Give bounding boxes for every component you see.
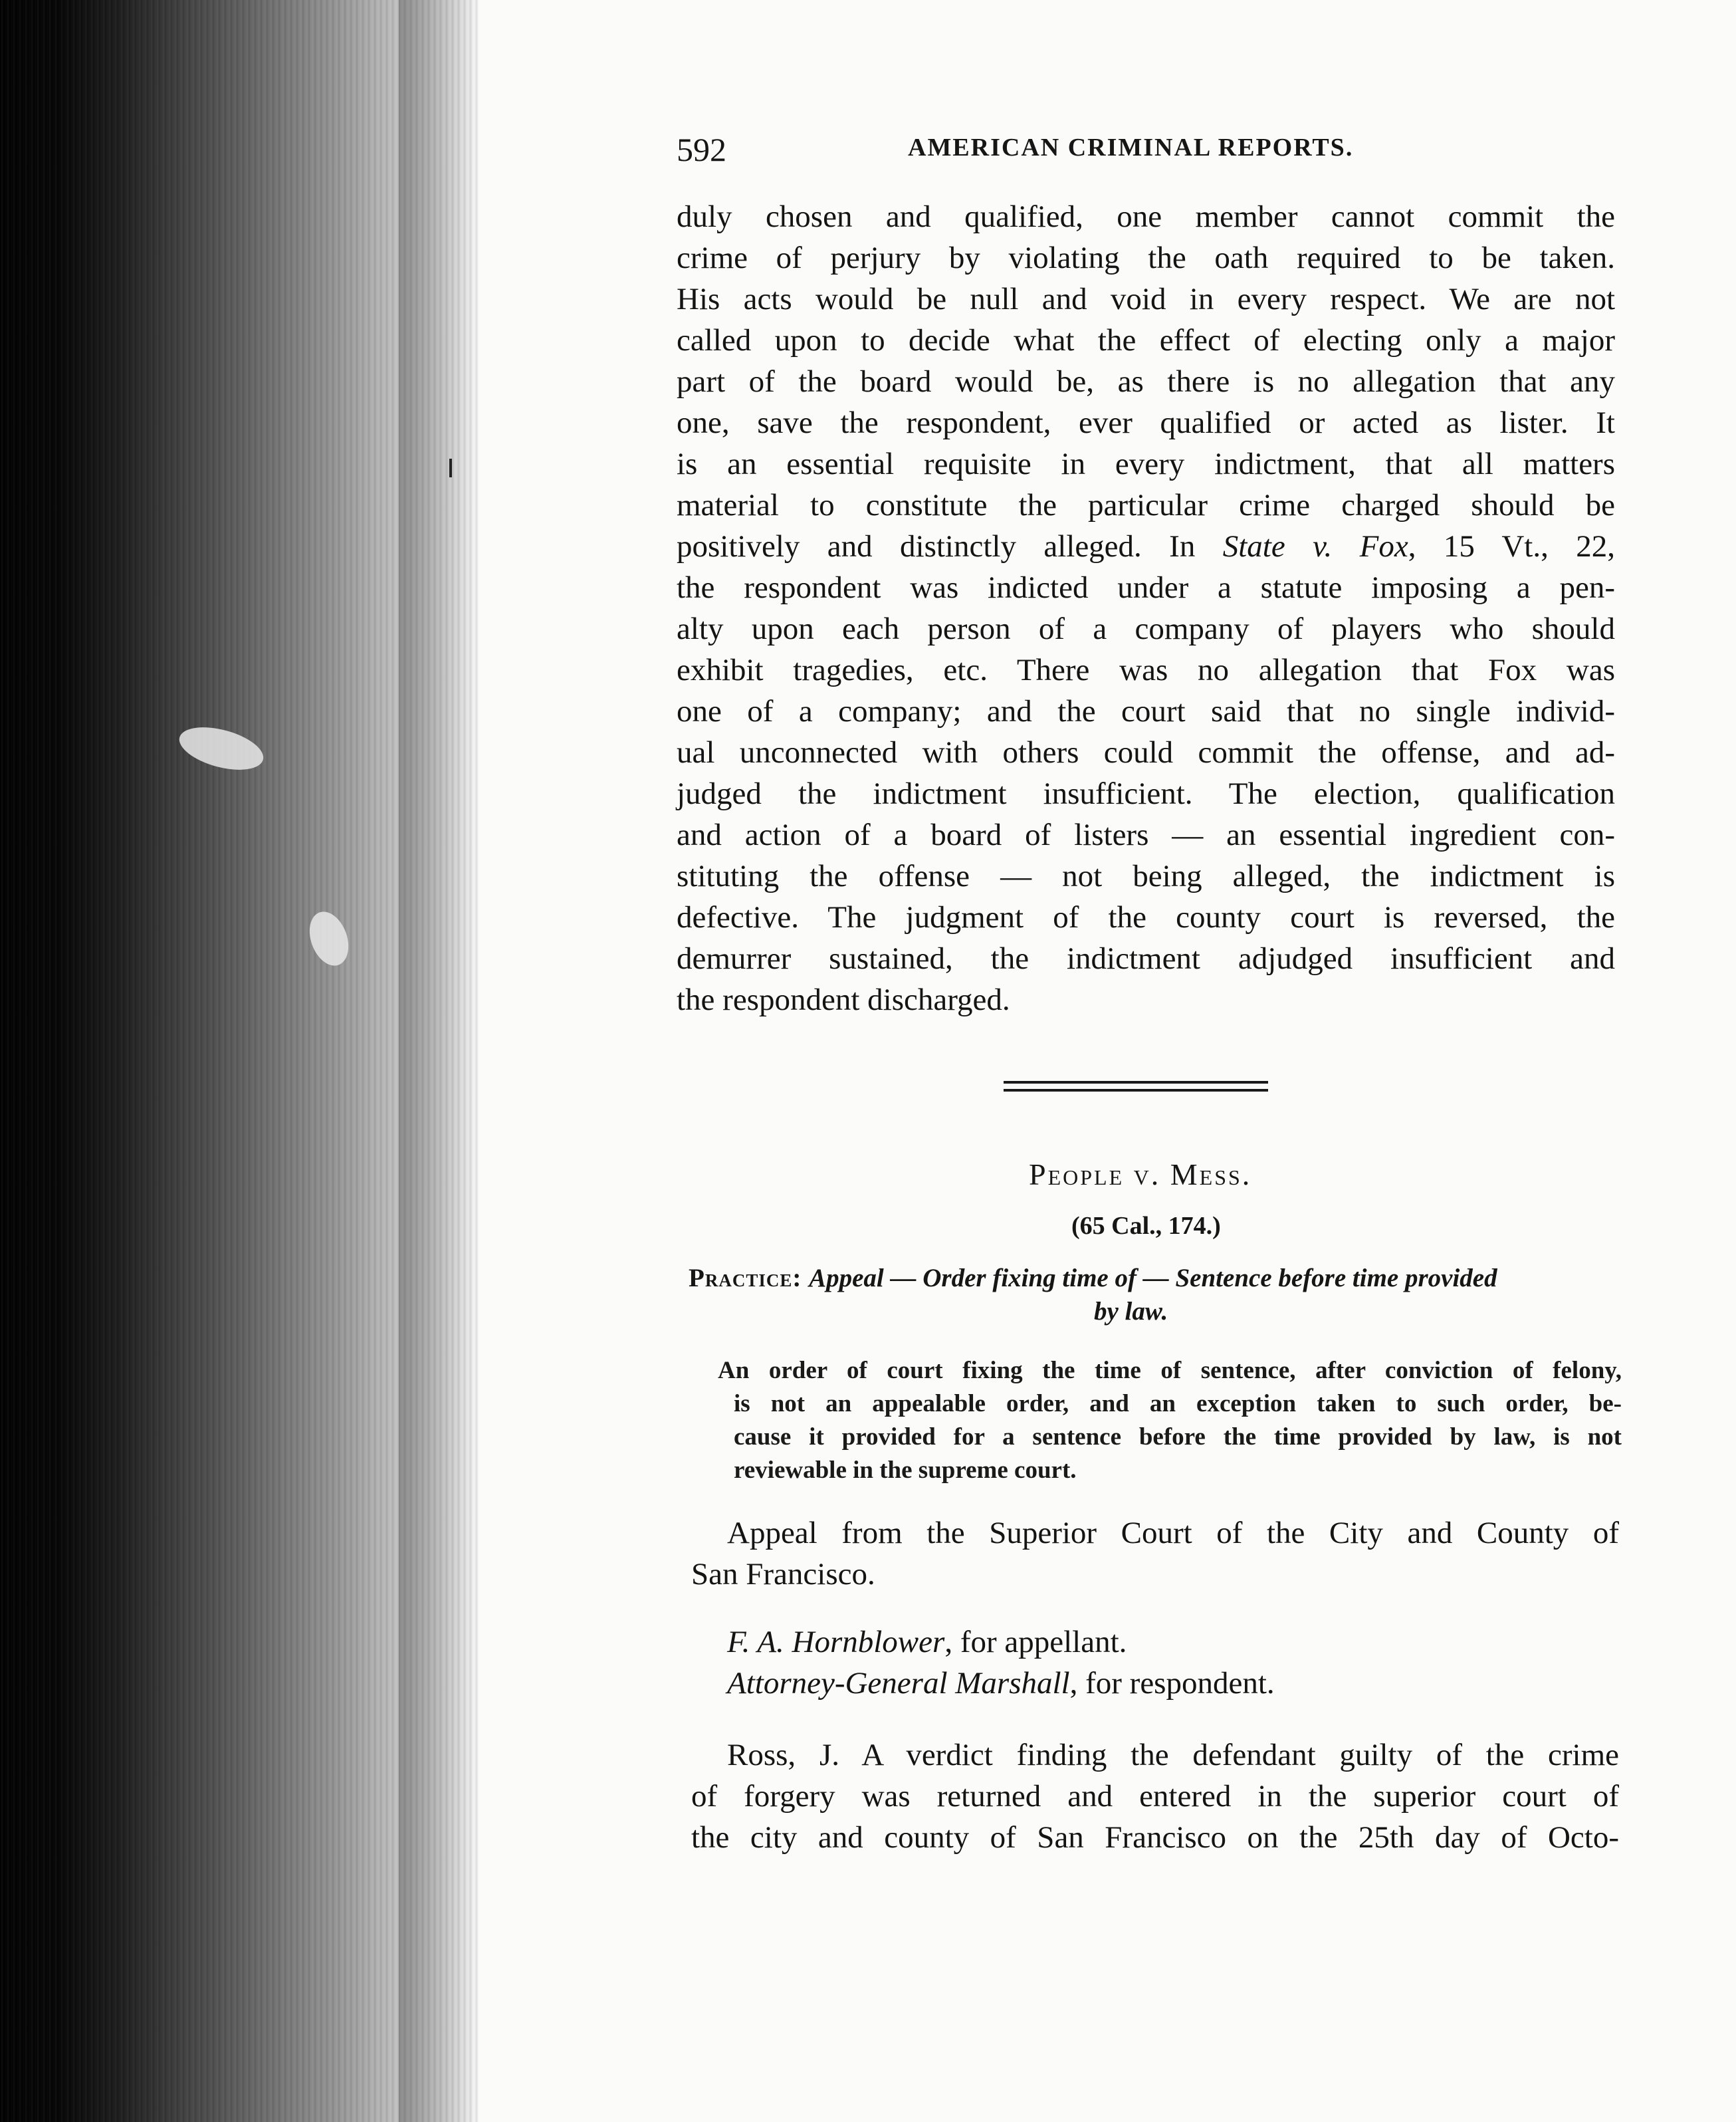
section-divider [1004,1081,1268,1092]
text-line: alty upon each person of a company of players who should [677,612,1615,646]
text-line: called upon to decide what the effect of electing only a major [677,323,1615,358]
headnote-line: reviewable in the supreme court. [734,1457,1077,1484]
text-line: His acts would be null and void in every respect. We are not [677,282,1615,316]
case-citation: (65 Cal., 174.) [1071,1212,1221,1240]
headnote-line: An order of court fixing the time of sentence, after conviction of felony, [718,1357,1622,1384]
syllabus-line: by law. [1094,1297,1168,1326]
text-segment: , 15 Vt., 22, [1408,529,1616,564]
counsel-respondent [727,1663,1275,1703]
headnote-line: is not an appealable order, and an exception taken to such order, be- [734,1390,1622,1417]
text-line: one, save the respondent, ever qualified or acted as lister. It [677,406,1615,440]
margin-mark [449,459,452,477]
syllabus-line [689,1263,1622,1293]
page-number: 592 [677,131,726,168]
counsel-name: F. A. Hornblower [727,1625,945,1659]
syllabus-lead: Practice: [689,1264,810,1292]
opinion-line: Ross, J. A verdict finding the defendant guilty of the crime [727,1738,1619,1772]
text-line: and action of a board of listers — an essential ingredient con- [677,818,1615,852]
divider-rule [1004,1089,1268,1092]
text-line: demurrer sustained, the indictment adjudged insufficient and [677,941,1615,976]
counsel-role: , for appellant. [944,1625,1127,1659]
text-line: the respondent discharged. [677,983,1010,1017]
text-line: defective. The judgment of the county court is reversed, the [677,900,1615,935]
opinion-line: of forgery was returned and entered in the superior court of [691,1779,1619,1814]
text-line: part of the board would be, as there is no allegation that any [677,364,1615,399]
text-segment: positively and distinctly alleged. In [677,529,1223,564]
text-line: material to constitute the particular crime charged should be [677,488,1615,523]
text-line: exhibit tragedies, etc. There was no allegation that Fox was [677,653,1615,687]
divider-rule [1004,1081,1268,1084]
text-line: stituting the offense — not being alleged, the indictment is [677,859,1615,893]
headnote-line: cause it provided for a sentence before the time provided by law, is not [734,1423,1622,1451]
binding-gutter-shadow [399,0,479,2122]
text-line-with-citation [677,527,1615,566]
counsel-name: Attorney-General Marshall [727,1666,1070,1701]
counsel-appellant [727,1622,1127,1662]
text-line: crime of perjury by violating the oath required to be taken. [677,241,1615,275]
appeal-statement: San Francisco. [691,1557,875,1592]
text-line: is an essential requisite in every indictment, that all matters [677,447,1615,481]
text-line: duly chosen and qualified, one member cannot commit the [677,199,1615,234]
text-line: ual unconnected with others could commit the offense, and ad- [677,735,1615,770]
case-title: People v. Mess. [1029,1157,1252,1191]
counsel-role: , for respondent. [1069,1666,1275,1701]
appeal-statement: Appeal from the Superior Court of the City and County of [727,1516,1619,1550]
running-head: AMERICAN CRIMINAL REPORTS. [908,134,1354,162]
text-line: the respondent was indicted under a statute imposing a pen- [677,570,1615,605]
cited-case-name: State v. Fox [1222,529,1408,564]
syllabus-topics: Appeal — Order fixing time of — Sentence before time provided [809,1264,1497,1292]
opinion-line: the city and county of San Francisco on the 25th day of Octo- [691,1820,1619,1855]
text-line: judged the indictment insufficient. The election, qualification [677,776,1615,811]
text-line: one of a company; and the court said that no single individ- [677,694,1615,729]
